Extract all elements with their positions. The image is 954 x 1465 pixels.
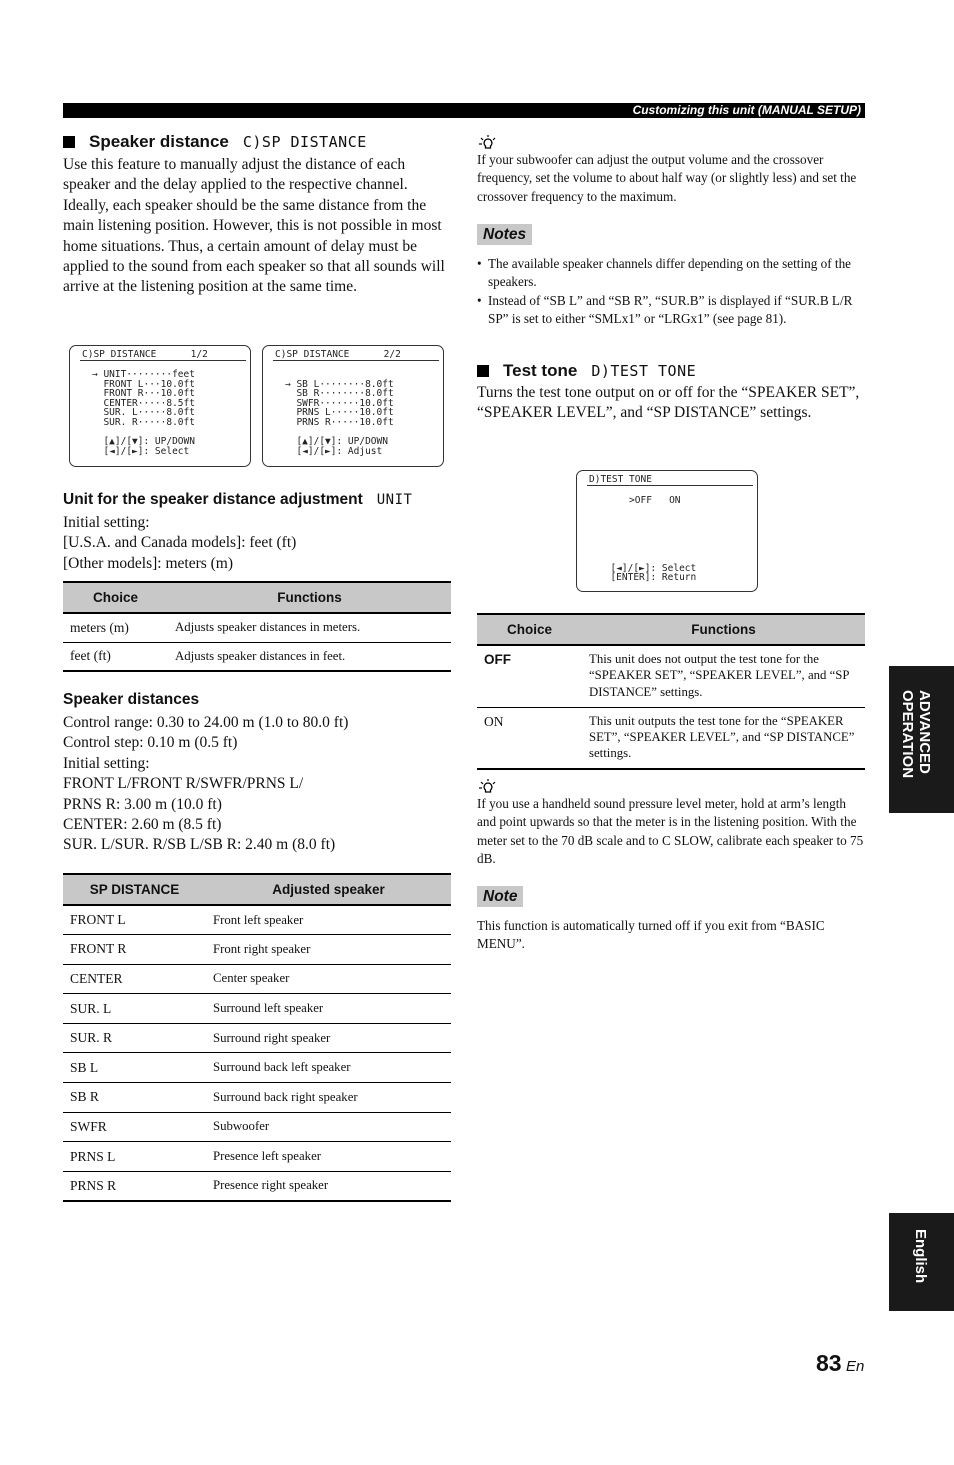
table-cell: meters (m): [63, 613, 168, 642]
table-cell: Presence right speaker: [206, 1171, 451, 1201]
table-header: Functions: [582, 614, 865, 645]
header-title: Customizing this unit (MANUAL SETUP): [632, 103, 861, 117]
table-header: Adjusted speaker: [206, 874, 451, 905]
tip-sound-meter: If you use a handheld sound pressure level meter, hold at arm’s length and point upwards so that the meter is in the listening position. With the meter set to the 70 dB scale and to C SLOW, calibrate each speaker to 75 dB.: [477, 796, 864, 867]
table-cell: SB L: [63, 1053, 206, 1083]
text-line: Control step: 0.10 m (0.5 ft): [63, 734, 238, 752]
table-cell: Surround back left speaker: [206, 1053, 451, 1083]
table-cell: Surround left speaker: [206, 994, 451, 1024]
text-line: SUR. L/SUR. R/SB L/SB R: 2.40 m (8.0 ft): [63, 836, 336, 854]
lcd-divider: [80, 360, 246, 361]
table-cell: FRONT L: [63, 905, 206, 935]
table-cell: PRNS R: [63, 1171, 206, 1201]
list-item: • Instead of “SB L” and “SB R”, “SUR.B” is displayed if “SUR.B L/R SP” is set to either “SMLx1” or “LRGx1” (see page 81).: [477, 292, 865, 329]
table-cell: Surround right speaker: [206, 1023, 451, 1053]
lcd-line: [◄]/[►]: Select: [92, 445, 190, 457]
table-row: [63, 642, 451, 671]
page-language: En: [846, 1358, 865, 1375]
square-bullet-icon: [63, 136, 75, 148]
test-tone-body: Turns the test tone output on or off for the “SPEAKER SET”, “SPEAKER LEVEL”, and “SP DISTANCE” settings.: [477, 384, 860, 422]
lcd-line: CENTER·····8.5ft: [92, 397, 195, 409]
table-row: [63, 994, 451, 1024]
unit-title: Unit for the speaker distance adjustment: [63, 491, 363, 508]
side-tab-advanced-operation: [889, 666, 954, 813]
speaker-distance-heading: [63, 132, 367, 152]
speaker-distance-title: Speaker distance: [89, 132, 229, 151]
unit-heading: [63, 491, 412, 509]
text-line: OPERATION: [899, 690, 916, 779]
table-cell: Surround back right speaker: [206, 1083, 451, 1113]
table-row: [477, 645, 865, 707]
lcd-line: PRNS L·····10.0ft: [285, 407, 394, 419]
lcd-line: → SB L········8.0ft: [285, 378, 394, 390]
table-cell: Front left speaker: [206, 905, 451, 935]
note-label: Note: [477, 886, 523, 907]
test-tone-table: [477, 613, 865, 770]
list-item: • The available speaker channels differ depending on the setting of the speakers.: [477, 255, 865, 292]
text-line: [U.S.A. and Canada models]: feet (ft): [63, 534, 297, 552]
lcd-title: D)TEST TONE: [589, 474, 652, 485]
table-cell: Adjusts speaker distances in feet.: [168, 642, 451, 671]
page-number-value: 83: [816, 1350, 842, 1376]
lightbulb-icon: [478, 779, 498, 795]
notes-list: [477, 255, 865, 329]
lcd-title: C)SP DISTANCE 1/2: [82, 349, 208, 360]
lcd-screen-distance-2: [262, 345, 444, 467]
unit-lcd-label: UNIT: [376, 492, 413, 508]
table-row: [63, 964, 451, 994]
text-line: Initial setting:: [63, 754, 150, 772]
lcd-line: SWFR·······10.0ft: [285, 397, 394, 409]
header-bar: [63, 103, 865, 118]
table-cell: SUR. L: [63, 994, 206, 1024]
table-cell: SB R: [63, 1083, 206, 1113]
lcd-screen-distance-1: [69, 345, 251, 467]
notes-label: Notes: [477, 224, 532, 245]
test-tone-heading: [477, 361, 696, 381]
lcd-body: [285, 370, 394, 456]
lcd-line: [◄]/[►]: Adjust: [285, 445, 383, 457]
speaker-distances-heading: Speaker distances: [63, 691, 200, 708]
table-cell: FRONT R: [63, 935, 206, 965]
lcd-line: SUR. R·····8.0ft: [92, 416, 195, 428]
text-line: FRONT L/FRONT R/SWFR/PRNS L/: [63, 775, 304, 793]
text-line: ADVANCED: [916, 690, 933, 774]
lightbulb-icon: [478, 135, 498, 151]
table-row: [63, 1171, 451, 1201]
table-row: [63, 935, 451, 965]
lcd-line: SB R········8.0ft: [285, 388, 394, 400]
table-row: [63, 1083, 451, 1113]
speaker-distances-body: [63, 713, 451, 856]
lcd-line: FRONT L···10.0ft: [92, 378, 195, 390]
table-cell: ON: [477, 707, 582, 769]
table-row: [477, 707, 865, 769]
table-row: [63, 1023, 451, 1053]
lcd-line: → UNIT········feet: [92, 369, 195, 380]
table-cell: OFF: [477, 645, 582, 707]
text-line: CENTER: 2.60 m (8.5 ft): [63, 816, 222, 834]
table-cell: PRNS L: [63, 1142, 206, 1172]
lcd-line: [▲]/[▼]: UP/DOWN: [92, 436, 195, 448]
lcd-line: SUR. L·····8.0ft: [92, 407, 195, 419]
side-tab-label: English: [912, 1229, 929, 1284]
lcd-divider: [587, 485, 753, 486]
table-header: Choice: [477, 614, 582, 645]
table-header: Functions: [168, 582, 451, 613]
speaker-distance-lcd-label: C)SP DISTANCE: [242, 133, 367, 151]
table-cell: feet (ft): [63, 642, 168, 671]
side-tab-english: [889, 1213, 954, 1311]
unit-table: [63, 581, 451, 672]
page-number: [816, 1350, 864, 1377]
lcd-line: [▲]/[▼]: UP/DOWN: [285, 436, 388, 448]
table-cell: Adjusts speaker distances in meters.: [168, 613, 451, 642]
table-row: [63, 613, 451, 642]
lcd-hint: [◄]/[►]: Select: [599, 563, 697, 574]
table-row: [63, 1112, 451, 1142]
table-header: Choice: [63, 582, 168, 613]
text-line: Control range: 0.30 to 24.00 m (1.0 to 80.0 ft): [63, 714, 349, 731]
table-cell: Presence left speaker: [206, 1142, 451, 1172]
note-text: This function is automatically turned off if you exit from “BASIC MENU”.: [477, 918, 825, 952]
speaker-distance-body: Use this feature to manually adjust the distance of each speaker and the delay applied to the respective channel. Ideally, each speaker should be the same distance from the main listening position. However, this is not possible in most home situations. Thus, a certain amount of delay must be applied to the sound from each speaker so that all sounds will arrive at the listening position at the same time.: [63, 156, 445, 296]
lcd-line: FRONT R···10.0ft: [92, 388, 195, 400]
lcd-hint: [ENTER]: Return: [599, 572, 697, 583]
unit-initial-setting: [63, 513, 451, 574]
text-line: PRNS R: 3.00 m (10.0 ft): [63, 795, 222, 813]
tip-subwoofer: If your subwoofer can adjust the output volume and the crossover frequency, set the volume to about half way (or slightly less) and set the crossover frequency to the maximum.: [477, 152, 857, 204]
text-line: [Other models]: meters (m): [63, 554, 234, 572]
side-tab-label: [899, 690, 933, 778]
test-tone-title: Test tone: [503, 361, 578, 380]
table-cell: This unit outputs the test tone for the “SPEAKER SET”, “SPEAKER LEVEL”, and “SP DISTANCE” settings.: [582, 707, 865, 769]
lcd-line: PRNS R·····10.0ft: [285, 416, 394, 428]
table-cell: SWFR: [63, 1112, 206, 1142]
table-row: [63, 905, 451, 935]
table-cell: Subwoofer: [206, 1112, 451, 1142]
lcd-body: [92, 370, 195, 456]
lcd-options: >OFF ON: [589, 495, 681, 506]
table-row: [63, 1142, 451, 1172]
lcd-screen-test-tone: [576, 470, 758, 592]
table-cell: Front right speaker: [206, 935, 451, 965]
test-tone-lcd-label: D)TEST TONE: [591, 362, 697, 380]
table-row: [63, 1053, 451, 1083]
table-header: SP DISTANCE: [63, 874, 206, 905]
table-cell: This unit does not output the test tone for the “SPEAKER SET”, “SPEAKER LEVEL”, and “SP DISTANCE” settings.: [582, 645, 865, 707]
table-cell: Center speaker: [206, 964, 451, 994]
table-cell: SUR. R: [63, 1023, 206, 1053]
lcd-title: C)SP DISTANCE 2/2: [275, 349, 401, 360]
table-cell: CENTER: [63, 964, 206, 994]
sp-distance-table: [63, 873, 451, 1202]
lcd-divider: [273, 360, 439, 361]
text-line: Initial setting:: [63, 514, 150, 531]
square-bullet-icon: [477, 365, 489, 377]
